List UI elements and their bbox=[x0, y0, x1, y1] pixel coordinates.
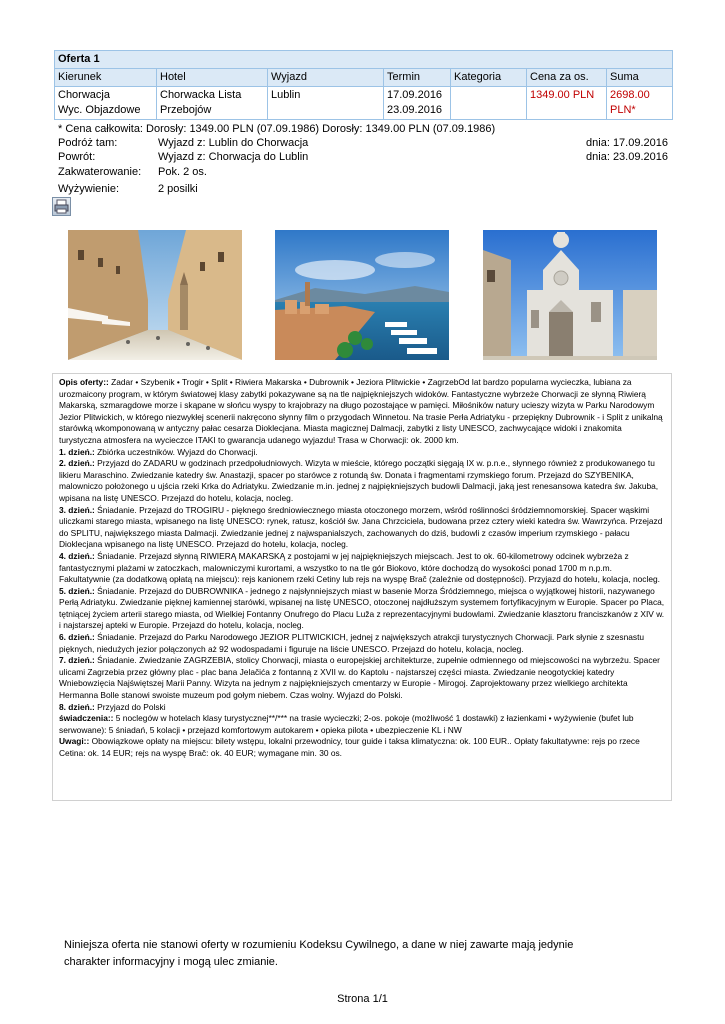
disclaimer: Niniejsza oferta nie stanowi oferty w rozumieniu Kodeksu Cywilnego, a dane w niej zawarte mają jedynie charakter informacyjny i mogą ulec zmianie. bbox=[64, 939, 574, 968]
cell-termin: 17.09.2016 23.09.2016 bbox=[384, 87, 451, 120]
cell-hotel: Chorwacka Lista Przebojów bbox=[157, 87, 268, 120]
day-2: 2. dzień.: Przyjazd do ZADARU w godzinach przedpołudniowych. Wizyta w mieście, którego początki sięgają IX w. p.n.e., słynnego również z produkowanego tu likieru Maraschino. Zwiedzanie katedry św. Anastazji, spacer po starówce z rotundą św. Donata i fragmentami rzymskiego forum. Przejazd do SZYBENIKA, malowniczo położonego u ujścia rzeki Krka do Adriatyku. Zwiedzanie m.in. jednej z najpiękniejszych budowli Dalmacji, jaką jest renesansowa katedra św. Jakuba, wpisana na listę UNESCO. Przejazd do hotelu, kolacja, nocleg. bbox=[59, 458, 659, 503]
zakwaterowanie-label: Zakwaterowanie: bbox=[58, 166, 142, 178]
zakwaterowanie-row bbox=[58, 166, 668, 181]
photo-trogir-harbour bbox=[275, 230, 449, 360]
swiadczenia: świadczenia:: 5 noclegów w hotelach klasy turystycznej**/*** na trasie wycieczki; 2-os. pokoje (możliwość 1 dostawki) z łazienkami • wyżywienie (bufet lub serwowane): 5 śniadań, 5 kolacji • przejazd komfortowym autokarem • opieka pilota • ubezpieczenie KL i NW bbox=[59, 713, 634, 735]
photo-sibenik-cathedral bbox=[483, 230, 657, 360]
podroz-label: Podróż tam: bbox=[58, 137, 118, 149]
header-hotel: Hotel bbox=[157, 69, 268, 87]
day-7: 7. dzień.: Śniadanie. Zwiedzanie ZAGRZEBIA, stolicy Chorwacji, miasta o europejskiej architekturze, zupełnie odmiennego od miejscowości na wybrzeżu. Spacer ulicami Zagrzebia przez główny plac - plac bana Jelačića z fontanną z XVII w. do Kaptolu - najstarszej części miasta. Zwiedzanie neogotyckiej katedry Wniebowzięcia Najświętszej Marii Panny. Wizyta na jednym z najpiękniejszych cmentarzy w Europie - Mirogoj. Zaprojektowany przez wielkiego architekta Hermanna Bolle stanowi swoiste muzeum pod gołym niebem. Czas wolny. Wyjazd do Polski. bbox=[59, 655, 660, 701]
powrot-row bbox=[58, 151, 668, 166]
zakwaterowanie-value: Pok. 2 os. bbox=[158, 166, 207, 178]
header-suma: Suma bbox=[607, 69, 673, 87]
total-price-line: * Cena całkowita: Dorosły: 1349.00 PLN (07.09.1986) Dorosły: 1349.00 PLN (07.09.1986) bbox=[58, 123, 496, 135]
header-termin: Termin bbox=[384, 69, 451, 87]
cell-kierunek: Chorwacja Wyc. Objazdowe bbox=[55, 87, 157, 120]
powrot-label: Powrót: bbox=[58, 151, 96, 163]
header-cena: Cena za os. bbox=[527, 69, 607, 87]
table-row bbox=[55, 87, 673, 120]
podroz-row bbox=[58, 137, 668, 152]
header-wyjazd: Wyjazd bbox=[268, 69, 384, 87]
cell-kategoria bbox=[451, 87, 527, 120]
offer-description bbox=[52, 373, 672, 801]
powrot-value: Wyjazd z: Chorwacja do Lublin bbox=[158, 151, 309, 163]
wyzywienie-label: Wyżywienie: bbox=[58, 183, 120, 195]
wyzywienie-value: 2 posilki bbox=[158, 183, 198, 195]
page-number: Strona 1/1 bbox=[337, 993, 388, 1005]
wyzywienie-row bbox=[58, 183, 668, 198]
header-kierunek: Kierunek bbox=[55, 69, 157, 87]
day-5: 5. dzień.: Śniadanie. Przejazd do DUBROWNIKA - jednego z najsłynniejszych miast w basenie Morza Śródziemnego, miejsca o wyjątkowej historii, nazywanego Perłą Adriatyku. Zwiedzanie pięknej kamiennej starówki, wpisanej na listę UNESCO, otoczonej najdłuższym systemem fortyfikacyjnym w Europie. Spacer po Placa, tętniącej życiem arterii starego miasta, od Wielkiej Fontanny Onufrego do Placu Luža z reprezentacyjnymi budowlami. Zwiedzanie klasztoru franciszkanów z XIV w. i najstarszej apteki w Europie. Przejazd do hotelu, kolacja, nocleg. bbox=[59, 585, 665, 631]
cell-suma: 2698.00 PLN* bbox=[607, 87, 673, 120]
offer-table bbox=[54, 50, 673, 120]
day-3: 3. dzień.: Śniadanie. Przejazd do TROGIRU - pięknego średniowiecznego miasta otoczonego morzem, wśród roślinności śródziemnomorskiej. Spacer wąskimi uliczkami starego miasta, wpisanego na listę UNESCO: rynek, ratusz, kościół św. Jana Chrzciciela, budowana przez cztery wieki katedra św. Wawrzyńca. Przejazd do SPLITU, największego miasta Dalmacji. Zwiedzanie jednej z najwspanialszych, zachowanych do dziś, budowli z czasów imperium rzymskiego - pałacu Dioklecjana wpisanego na listę UNESCO. Przejazd do hotelu, kolacja, nocleg. bbox=[59, 504, 663, 550]
powrot-date: dnia: 23.09.2016 bbox=[586, 151, 668, 163]
day-8: 8. dzień.: Przyjazd do Polski bbox=[59, 701, 166, 712]
uwagi: Uwagi:: Obowiązkowe opłaty na miejscu: bilety wstępu, lokalni przewodnicy, tour guide i taksa klimatyczna: ok. 100 EUR.. Opłaty fakultatywne: rejs po rzece Cetina: ok. 14 EUR; rejs na wyspę Brač: ok. 40 EUR; wymagane min. 30 os. bbox=[59, 736, 640, 758]
description-intro: Opis oferty:: Zadar • Szybenik • Trogir • Split • Riwiera Makarska • Dubrownik • Jeziora Plitwickie • ZagrzebOd lat bardzo popularna wycieczka, lubiana za urozmaicony program, w którym światowej klasy zabytki pokazywane są na tle najpiękniejszych widoków. Fantastyczne wybrzeże Chorwacji ze słynną Riwierą Makarską, szmaragdowe morze i skąpane w słońcu wyspy to krajobrazy na długo pozostające w pamięci. Miłośników natury ucieszy wizyta w Parku Narodowym Jezior Plitwickich, w którego niezwykłej scenerii nakręcono słynny film o przygodach Winnetou. Na trasie Perła Adriatyku - przepiękny Dubrownik - i Split z unikalną starówką wkomponowaną w antyczny pałac cesarza Dioklecjana. Miasta magicznej Dalmacji, zabytki z listy UNESCO, zachwycające widoki i znakomita turystyczna atmosfera na wycieczce ITAKI to gwarancja udanego wyjazdu! Trasa w Chorwacji: ok. 2000 km. bbox=[59, 377, 663, 445]
header-kategoria: Kategoria bbox=[451, 69, 527, 87]
cell-cena: 1349.00 PLN bbox=[527, 87, 607, 120]
cell-wyjazd: Lublin bbox=[268, 87, 384, 120]
day-6: 6. dzień.: Śniadanie. Przejazd do Parku Narodowego JEZIOR PLITWICKICH, jednej z największych atrakcji turystycznych Chorwacji. Park słynie z szesnastu pięknych, niedużych jezior połączonych aż 92 wodospadami i figuruje na liście UNESCO. Przejazd do hotelu, kolacja, nocleg. bbox=[59, 632, 645, 654]
day-4: 4. dzień.: Śniadanie. Przejazd słynną RIWIERĄ MAKARSKĄ z postojami w jej najpiękniejszych miejscach. Jest to ok. 60-kilometrowy odcinek wybrzeża z fantastycznymi plażami w zatoczkach, malowniczymi kurortami, a wszystko to na tle gór Biokovo, które dochodzą do wysokości ponad 1700 m n.p.m. Fakultatywnie (za dodatkową opłatą na miejscu): rejs kanionem rzeki Cetiny lub rejs na wyspę Brač (zależnie od dostępności). Przyjazd do hotelu, kolacja, nocleg. bbox=[59, 550, 660, 585]
podroz-date: dnia: 17.09.2016 bbox=[586, 137, 668, 149]
day-1: 1. dzień.: Zbiórka uczestników. Wyjazd do Chorwacji. bbox=[59, 446, 258, 457]
offer-title: Oferta 1 bbox=[55, 51, 673, 69]
print-icon[interactable] bbox=[52, 197, 71, 216]
podroz-value: Wyjazd z: Lublin do Chorwacja bbox=[158, 137, 309, 149]
photo-dubrovnik-street bbox=[68, 230, 242, 360]
